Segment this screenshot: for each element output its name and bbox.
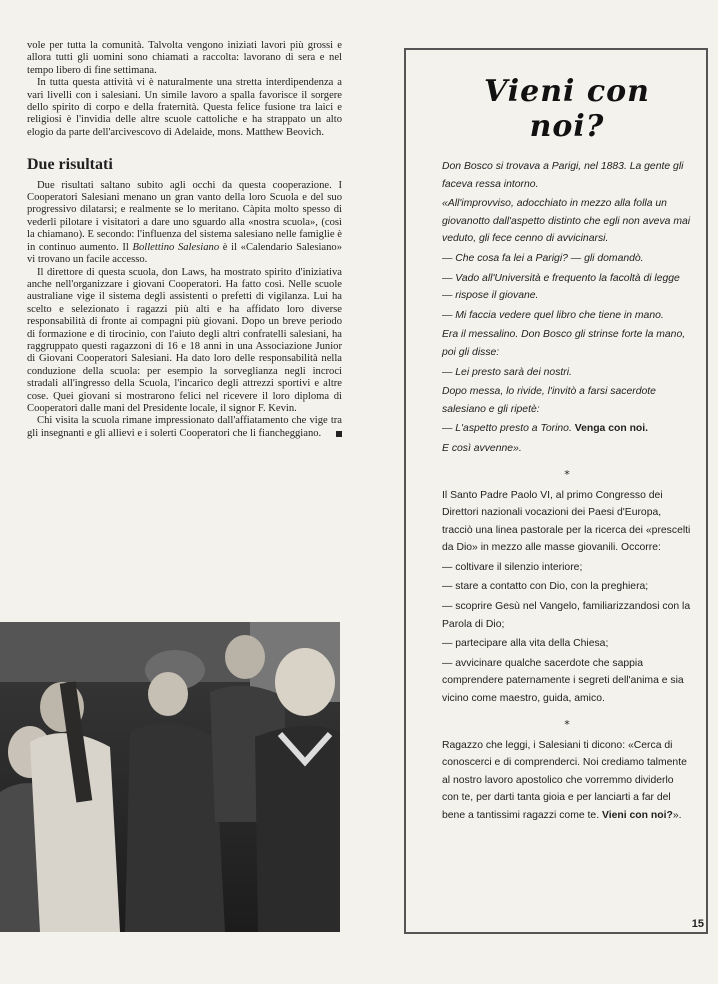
paragraph: vole per tutta la comunità. Talvolta vengono iniziati lavori più grossi e allora tutti gli uomini sono chiamati a raccolta: lavorano di sera e nel tempo libero di fine settimana.: [27, 40, 342, 76]
story-line: «All'improvviso, adocchiato in mezzo alla folla un giovanotto dall'aspetto distinto che egli non aveva mai veduto, gli fece cenno di avvicinarsi.: [442, 198, 691, 245]
end-mark-icon: [336, 431, 342, 437]
sidebar-box: [404, 48, 708, 934]
star-separator-icon: *: [564, 717, 570, 731]
story-line: Dopo messa, lo rivide, l'invitò a farsi sacerdote salesiano e gli ripetè:: [442, 386, 656, 415]
paragraph: In tutta questa attività vi è naturalmente una stretta interdipendenza a vari livelli con i salesiani. Un simile lavoro a spalla favorisce il sorgere dello spirito di corpo e della fraternità. Questa felice fusione tra laici e religiosi è l'invidia delle altre scuole cattoliche e ha strappato un alto elogio da parte dell'arcivescovo di Adelaide, mons. Matthew Beovich.: [27, 77, 342, 138]
council-item: — avvicinare qualche sacerdote che sappia comprendere paternamente i segreti dell'anima e sia vicino come maestro, guida, amico.: [442, 657, 684, 705]
photo-boys: [0, 622, 340, 932]
council-item: — partecipare alla vita della Chiesa;: [442, 638, 609, 650]
story-line: — Che cosa fa lei a Parigi? — gli domandò.: [442, 252, 644, 264]
star-separator-icon: *: [564, 467, 570, 481]
story-line: Era il messalino. Don Bosco gli strinse forte la mano, poi gli disse:: [442, 329, 686, 358]
closing-section: [442, 737, 692, 825]
story: [442, 158, 692, 458]
council-item: — stare a contatto con Dio, con la preghiera;: [442, 581, 649, 593]
story-line: Don Bosco si trovava a Parigi, nel 1883. La gente gli faceva ressa intorno.: [442, 161, 684, 190]
box-title: Vieni con noi?: [484, 74, 650, 144]
paragraph: Chi visita la scuola rimane impressionato dall'affiatamento che vige tra gli insegnanti e gli allievi e i solerti Cooperatori che li fiancheggiano.: [27, 415, 342, 439]
article-column: [27, 40, 342, 440]
story-line: E così avvenne».: [442, 442, 522, 454]
council-item: — scoprire Gesù nel Vangelo, familiarizzandosi con la Parola di Dio;: [442, 601, 691, 630]
story-line: — Lei presto sarà dei nostri.: [442, 366, 572, 378]
council-item: — coltivare il silenzio interiore;: [442, 561, 583, 573]
council-intro: Il Santo Padre Paolo VI, al primo Congresso dei Direttori nazionali vocazioni dei Paesi d'Europa, tracciò una linea pastorale per la ricerca dei «prescelti da Dio» in mezzo alle masse giovanili. Occorre:: [442, 489, 691, 554]
paragraph: Due risultati saltano subito agli occhi da questa cooperazione. I Cooperatori Salesiani menano un gran vanto della loro Scuola e del suo progressivo dilatarsi; e realmente se lo meritano. Càpita molto spesso di vederli pilotare i visitatori a dare uno sguardo alla «nostra scuola», (così la chiamano). E secondo: l'influenza del sistema salesiano nelle famiglie è in continuo aumento. Il Bollettino Salesiano è il «Calendario Salesiano» vi trovano un facile accesso.: [27, 179, 342, 266]
paragraph: Il direttore di questa scuola, don Laws, ha mostrato spirito d'iniziativa anche nell'organizzare i giovani Cooperatori. Ha fatto così. Nelle scuole australiane vige il sistema degli assistenti o prefetti di vigilanza. Lui ha scelto e selezionato i ragazzi più alti e ha affidato loro diverse responsabilità di fronte ai compagni più giovani. Dopo un breve periodo di formazione e di tirocinio, con l'aiuto degli altri confratelli salesiani, ha raggruppato questi ragazzoni di 16 e 18 anni in una Associazione Junior di Giovani Cooperatori Salesiani. Ha dato loro delle responsabilità nella conduzione della scuola: per esempio la sorveglianza negli incroci stradali all'ingresso della Scuola, l'incarico degli attrezzi sportivi e altre cose. Quei giovani si mostrarono felici nel ricevere il loro diploma di Cooperatori dalle mani del Presidente locale, il signor F. Kevin.: [27, 266, 342, 414]
council-section: [442, 487, 692, 708]
closing-text: Ragazzo che leggi, i Salesiani ti dicono: «Cerca di conoscerci e di comprenderci. Noi crediamo talmente al nostro lavoro apostolico che vorremmo dividerlo con te, per darti tanta gioia e per lanciarti a far del bene a tantissimi ragazzi come te. Vieni con noi?».: [442, 739, 687, 821]
page-number: 15: [691, 918, 704, 930]
story-line: — Mi faccia vedere quel libro che tiene in mano.: [442, 309, 664, 321]
story-line: — L'aspetto presto a Torino. Venga con noi.: [442, 423, 649, 435]
story-line: — Vado all'Università e frequento la facoltà di legge — rispose il giovane.: [442, 272, 680, 302]
section-heading: Due risultati: [27, 156, 113, 174]
